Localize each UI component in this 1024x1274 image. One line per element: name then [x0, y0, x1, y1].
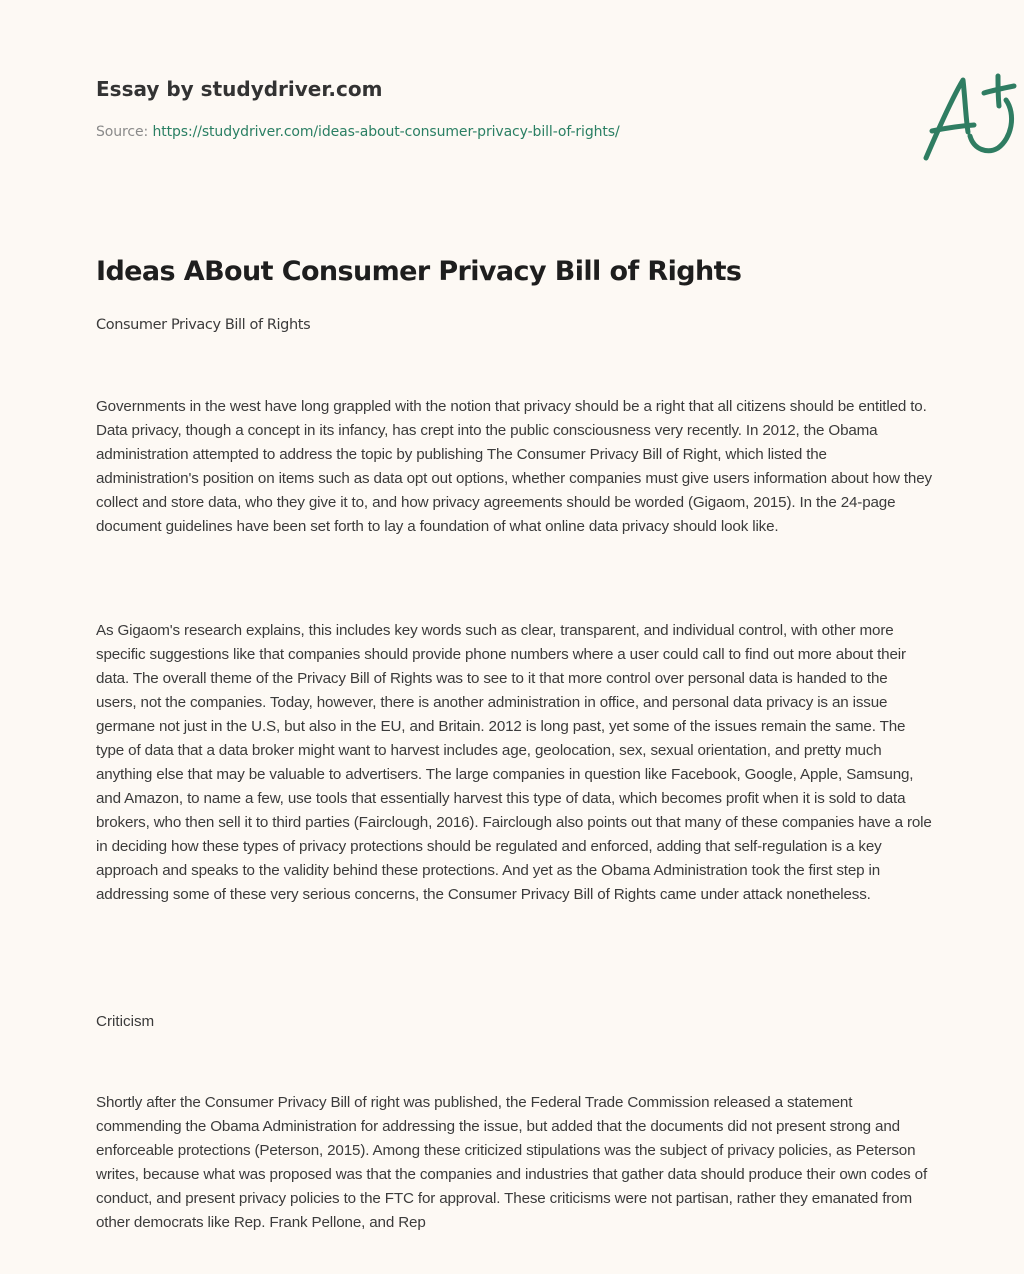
paragraph: Governments in the west have long grappled with the notion that privacy should be a right that all citizens should be entitled to. Data privacy, though a concept in its infancy, has crept into the public consciousness very recently. In 2012, the Obama administration attempted to address the topic by publishing The Consumer Privacy Bill of Right, which listed the administration's position on items such as data opt out options, whether companies must give users information about how they collect and store data, who they give it to, and how privacy agreements should be worded (Gigaom, 2015). In the 24-page document guidelines have been set forth to lay a foundation of what online data privacy should look like.: [96, 398, 932, 535]
source-line: [96, 124, 620, 140]
document-title: Ideas ABout Consumer Privacy Bill of Rights: [96, 256, 742, 287]
brand-title: Essay by studydriver.com: [96, 77, 383, 101]
source-label: Source:: [96, 124, 153, 140]
document-subtitle: Consumer Privacy Bill of Rights: [96, 317, 311, 333]
source-link[interactable]: https://studydriver.com/ideas-about-consumer-privacy-bill-of-rights/: [152, 124, 620, 140]
paragraph: Shortly after the Consumer Privacy Bill of right was published, the Federal Trade Commission released a statement commending the Obama Administration for addressing the issue, but added that the documents did not present strong and enforceable protections (Peterson, 2015). Among these criticized stipulations was the subject of privacy policies, as Peterson writes, because what was proposed was that the companies and industries that gather data should produce their own codes of conduct, and present privacy policies to the FTC for approval. These criticisms were not partisan, rather they emanated from other democrats like Rep. Frank Pellone, and Rep: [96, 1094, 928, 1231]
section-heading-criticism: Criticism: [96, 1013, 155, 1030]
paragraph: As Gigaom's research explains, this includes key words such as clear, transparent, and individual control, with other more specific suggestions like that companies should provide phone numbers where a user could call to find out more about their data. The overall theme of the Privacy Bill of Rights was to see to it that more control over personal data is handed to the users, not the companies. Today, however, there is another administration in office, and personal data privacy is an issue germane not just in the U.S, but also in the EU, and Britain. 2012 is long past, yet some of the issues remain the same. The type of data that a data broker might want to harvest includes age, geolocation, sex, sexual orientation, and pretty much anything else that may be valuable to advertisers. The large companies in question like Facebook, Google, Apple, Samsung, and Amazon, to name a few, use tools that essentially harvest this type of data, which becomes profit when it is sold to data brokers, who then sell it to third parties (Fairclough, 2016). Fairclough also points out that many of these companies have a role in deciding how these types of privacy protections should be regulated and enforced, adding that self-regulation is a key approach and speaks to the validity behind these protections. And yet as the Obama Administration took the first step in addressing some of these very serious concerns, the Consumer Privacy Bill of Rights came under attack nonetheless.: [96, 622, 932, 903]
a-plus-grade-icon: [918, 68, 1023, 164]
